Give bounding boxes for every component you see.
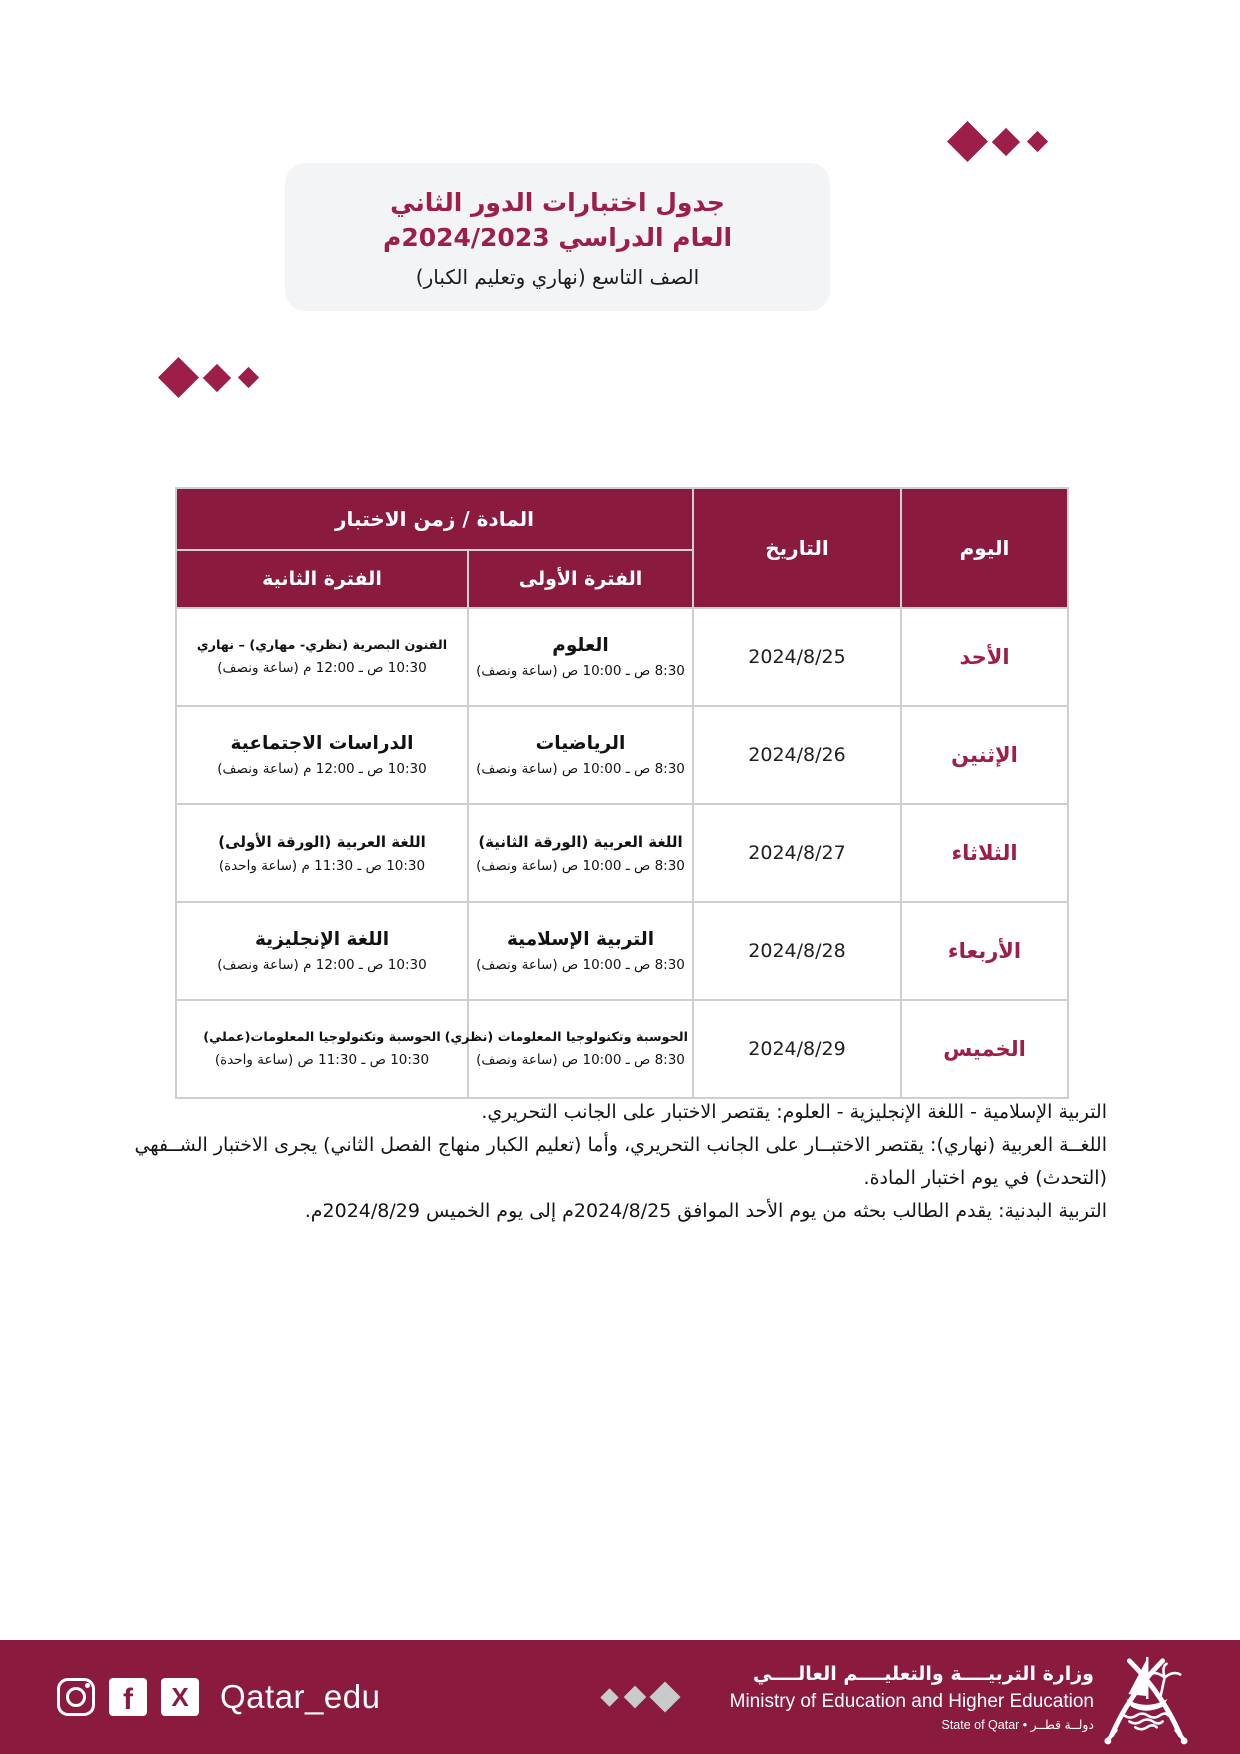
diamond-icon xyxy=(600,1688,618,1706)
table-row xyxy=(176,608,1068,706)
subject-name: العلوم xyxy=(552,635,609,656)
period1-cell xyxy=(468,706,693,804)
day-cell: الأحد xyxy=(901,608,1068,706)
diamond-icon xyxy=(649,1681,680,1712)
instagram-icon xyxy=(57,1678,95,1716)
facebook-icon xyxy=(109,1678,147,1716)
social-handle: Qatar_edu xyxy=(220,1678,381,1715)
exam-time: 8:30 ص ـ 10:00 ص (ساعة ونصف) xyxy=(476,957,685,973)
subject-name: الحوسبة وتكنولوجيا المعلومات (نظري) xyxy=(444,1030,688,1045)
day-cell: الخميس xyxy=(901,1000,1068,1098)
diamond-decoration-top xyxy=(953,127,1045,156)
subject-name: التربية الإسلامية xyxy=(506,929,655,950)
exam-schedule-table xyxy=(175,487,1069,1099)
date-cell: 2024/8/29 xyxy=(693,1000,901,1098)
exam-time: 10:30 ص ـ 11:30 ص (ساعة واحدة) xyxy=(214,1052,430,1068)
subject-name: الرياضيات xyxy=(535,733,626,754)
x-glyph: X xyxy=(171,1681,189,1712)
period1-cell xyxy=(468,902,693,1000)
day-cell: الثلاثاء xyxy=(901,804,1068,902)
day-cell: الإثنين xyxy=(901,706,1068,804)
exam-time: 10:30 ص ـ 12:00 م (ساعة ونصف) xyxy=(217,660,427,676)
page-subtitle: الصف التاسع (نهاري وتعليم الكبار) xyxy=(415,265,700,289)
table-row xyxy=(176,804,1068,902)
exam-time: 8:30 ص ـ 10:00 ص (ساعة ونصف) xyxy=(476,1052,685,1068)
diamond-decoration-footer xyxy=(603,1686,676,1708)
col-header-period2: الفترة الثانية xyxy=(176,550,468,608)
date-cell: 2024/8/26 xyxy=(693,706,901,804)
subject-name: اللغة العربية (الورقة الأولى) xyxy=(218,832,426,851)
diamond-icon xyxy=(947,121,988,162)
period2-cell xyxy=(176,804,468,902)
period2-cell xyxy=(176,608,468,706)
col-header-subject-time: المادة / زمن الاختبار xyxy=(176,488,693,550)
date-cell: 2024/8/25 xyxy=(693,608,901,706)
facebook-glyph: f xyxy=(123,1683,133,1716)
page-title-line1: جدول اختبارات الدور الثاني xyxy=(390,188,725,217)
diamond-icon xyxy=(238,367,259,388)
subject-name: الدراسات الاجتماعية xyxy=(230,733,414,754)
period2-cell xyxy=(176,1000,468,1098)
note-physical-education: التربية البدنية: يقدم الطالب بحثه من يوم الأحد الموافق 2024/8/25م إلى يوم الخميس 2024/8/29م. xyxy=(304,1200,1107,1223)
period2-cell xyxy=(176,902,468,1000)
diamond-icon xyxy=(1027,131,1048,152)
exam-time: 8:30 ص ـ 10:00 ص (ساعة ونصف) xyxy=(476,761,685,777)
x-icon xyxy=(161,1678,199,1716)
col-header-period1: الفترة الأولى xyxy=(468,550,693,608)
period2-cell xyxy=(176,706,468,804)
col-header-day: اليوم xyxy=(901,488,1068,608)
diamond-icon xyxy=(992,127,1020,155)
subject-name: الحوسبة وتكنولوجيا المعلومات(عملي) xyxy=(203,1030,441,1045)
period1-cell xyxy=(468,804,693,902)
diamond-icon xyxy=(624,1686,647,1709)
exam-time: 8:30 ص ـ 10:00 ص (ساعة ونصف) xyxy=(476,857,685,874)
qatar-emblem-icon xyxy=(1102,1646,1190,1748)
subject-name: اللغة العربية (الورقة الثانية) xyxy=(478,832,683,851)
page-title-line2: العام الدراسي 2024/2023م xyxy=(382,223,733,252)
diamond-icon xyxy=(158,357,199,398)
col-header-date: التاريخ xyxy=(693,488,901,608)
note-arabic-language: اللغــة العربية (نهاري): يقتصر الاختبــار على الجانب التحريري، وأما (تعليم الكبار منهاج الفصل الثاني) يجرى الاختبار الشــفهي (التحدث) في يوم اختبار المادة. xyxy=(134,1134,1107,1190)
diamond-decoration-mid xyxy=(164,363,256,392)
date-cell: 2024/8/27 xyxy=(693,804,901,902)
ministry-name-english: Ministry of Education and Higher Education xyxy=(729,1690,1094,1712)
social-media-block xyxy=(57,1678,380,1716)
table-row xyxy=(176,1000,1068,1098)
subject-name: الفنون البصرية (نظري- مهاري) – نهاري xyxy=(196,638,448,653)
footnotes xyxy=(129,1096,1107,1228)
day-cell: الأربعاء xyxy=(901,902,1068,1000)
table-row xyxy=(176,706,1068,804)
table-row xyxy=(176,902,1068,1000)
exam-time: 10:30 ص ـ 12:00 م (ساعة ونصف) xyxy=(217,761,427,777)
subject-name: اللغة الإنجليزية xyxy=(254,929,390,950)
exam-time: 10:30 ص ـ 12:00 م (ساعة ونصف) xyxy=(217,957,427,973)
exam-time: 10:30 ص ـ 11:30 م (ساعة واحدة) xyxy=(218,857,426,874)
ministry-identity-block xyxy=(730,1662,1094,1732)
date-cell: 2024/8/28 xyxy=(693,902,901,1000)
ministry-name-arabic: وزارة التربيــــة والتعليــــم العالــــي xyxy=(752,1662,1094,1685)
diamond-icon xyxy=(203,363,231,391)
note-written-only: التربية الإسلامية - اللغة الإنجليزية - العلوم: يقتصر الاختبار على الجانب التحريري. xyxy=(481,1101,1107,1123)
title-box xyxy=(285,163,830,311)
period1-cell xyxy=(444,1000,693,1098)
state-of-qatar-line: دولــة قطــر • State of Qatar xyxy=(941,1718,1094,1733)
period1-cell xyxy=(468,608,693,706)
exam-time: 8:30 ص ـ 10:00 ص (ساعة ونصف) xyxy=(476,663,685,679)
footer-bar xyxy=(0,1640,1240,1754)
